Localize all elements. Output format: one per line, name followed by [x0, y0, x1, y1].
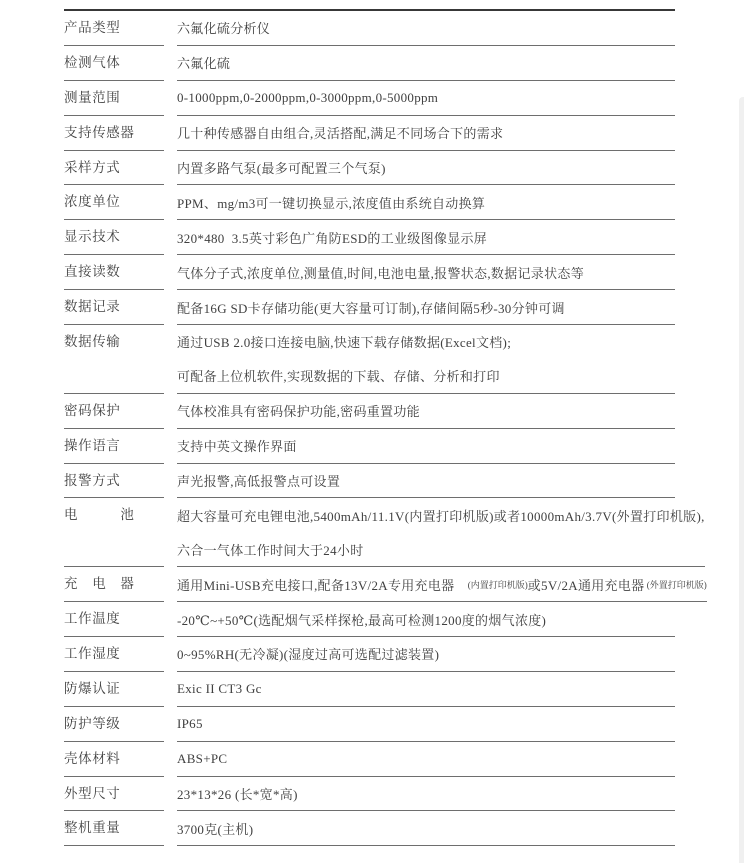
spec-label: 采样方式 — [64, 159, 121, 175]
spec-value-cell — [177, 325, 675, 394]
spec-value-cell — [177, 637, 675, 672]
spec-value-line — [177, 811, 675, 845]
spec-value-line — [177, 602, 675, 636]
spec-row — [64, 185, 675, 220]
spec-row — [64, 255, 675, 290]
spec-label-cell — [64, 185, 164, 220]
spec-label: 数据传输 — [64, 334, 121, 350]
spec-text-segment: 支持中英文操作界面 — [177, 439, 297, 455]
spec-label-cell — [64, 637, 164, 672]
spec-text-segment: IP65 — [177, 715, 203, 731]
spec-label-cell — [64, 707, 164, 742]
spec-value-line — [177, 81, 675, 115]
spec-value-cell — [177, 116, 675, 151]
spec-text-segment: 气体校准具有密码保护功能,密码重置功能 — [177, 404, 420, 420]
spec-row — [64, 11, 675, 46]
spec-label-cell — [64, 429, 164, 464]
spec-label-cell — [64, 151, 164, 186]
spec-value-line — [177, 464, 675, 498]
spec-label-cell — [64, 46, 164, 81]
spec-text-segment: 3700克(主机) — [177, 821, 254, 837]
spec-value-cell — [177, 811, 675, 846]
spec-text-segment: 几十种传感器自由组合,灵活搭配,满足不同场合下的需求 — [177, 126, 504, 142]
spec-text-segment: (内置打印机版) — [467, 579, 528, 590]
spec-text-segment: 六合一气体工作时间大于24小时 — [177, 542, 364, 558]
spec-label: 防护等级 — [64, 715, 121, 731]
spec-value-line — [177, 220, 675, 254]
spec-row — [64, 429, 675, 464]
spec-text-segment: 23*13*26 (长*宽*高) — [177, 787, 298, 803]
spec-value-cell — [177, 777, 675, 812]
spec-text-segment: 或5V/2A通用充电器 — [527, 577, 645, 593]
spec-text-segment: 超大容量可充电锂电池,5400mAh/11.1V(内置打印机版)或者10000mAh/3.7V(外置打印机版), — [177, 508, 705, 524]
spec-value-cell — [177, 707, 675, 742]
spec-value-line — [177, 532, 705, 566]
spec-row — [64, 290, 675, 325]
spec-text-segment: 六氟化硫 — [177, 56, 231, 72]
spec-label-cell — [64, 672, 164, 707]
spec-text-segment: 0-1000ppm,0-2000ppm,0-3000ppm,0-5000ppm — [177, 89, 439, 105]
spec-label-cell — [64, 811, 164, 846]
spec-text-segment: ABS+PC — [177, 750, 228, 766]
spec-label-cell — [64, 394, 164, 429]
spec-value-cell — [177, 394, 675, 429]
spec-value-line — [177, 185, 675, 219]
spec-text-segment: 通过USB 2.0接口连接电脑,快速下载存储数据(Excel文档); — [177, 335, 512, 351]
spec-label-cell — [64, 602, 164, 637]
spec-value-cell — [177, 151, 675, 186]
spec-value-cell — [177, 220, 675, 255]
spec-label: 防爆认证 — [64, 680, 121, 696]
spec-label-cell — [64, 567, 164, 602]
spec-value-line — [177, 151, 675, 185]
spec-label: 显示技术 — [64, 229, 121, 245]
spec-row — [64, 394, 675, 429]
spec-label-cell — [64, 742, 164, 777]
spec-label: 外型尺寸 — [64, 785, 121, 801]
spec-label: 支持传感器 — [64, 124, 135, 140]
spec-row — [64, 742, 675, 777]
spec-label-cell — [64, 777, 164, 812]
spec-row — [64, 672, 675, 707]
spec-label: 工作温度 — [64, 611, 121, 627]
spec-label-cell — [64, 116, 164, 151]
spec-value-cell — [177, 602, 675, 637]
spec-sheet — [64, 9, 707, 846]
scrollbar-track[interactable] — [739, 97, 744, 863]
spec-text-segment: (外置打印机版) — [644, 579, 707, 590]
spec-value-line — [177, 255, 675, 289]
spec-value-line — [177, 116, 675, 150]
spec-text-segment: 六氟化硫分析仪 — [177, 21, 271, 37]
spec-label: 壳体材料 — [64, 750, 121, 766]
spec-row — [64, 220, 675, 255]
spec-label: 操作语言 — [64, 437, 121, 453]
spec-row — [64, 81, 675, 116]
spec-label: 直接读数 — [64, 264, 121, 280]
spec-value-line — [177, 290, 675, 324]
spec-label: 工作湿度 — [64, 646, 121, 662]
spec-label: 浓度单位 — [64, 194, 121, 210]
spec-label-cell — [64, 11, 164, 46]
spec-table — [64, 9, 707, 846]
spec-row — [64, 325, 675, 394]
spec-row — [64, 567, 707, 602]
spec-label: 电 池 — [64, 507, 135, 523]
spec-label: 测量范围 — [64, 89, 121, 105]
spec-label-cell — [64, 464, 164, 499]
spec-text-segment: 配备16G SD卡存储功能(更大容量可订制),存储间隔5秒-30分钟可调 — [177, 300, 565, 316]
spec-label: 整机重量 — [64, 820, 121, 836]
spec-text-segment: 气体分子式,浓度单位,测量值,时间,电池电量,报警状态,数据记录状态等 — [177, 265, 584, 281]
spec-label-cell — [64, 255, 164, 290]
spec-row — [64, 464, 675, 499]
spec-row — [64, 46, 675, 81]
spec-value-cell — [177, 46, 675, 81]
spec-label-cell — [64, 81, 164, 116]
spec-value-line — [177, 707, 675, 741]
spec-text-segment: -20℃~+50℃(选配烟气采样探枪,最高可检测1200度的烟气浓度) — [177, 612, 547, 628]
spec-value-cell — [177, 185, 675, 220]
spec-text-segment: 320*480 3.5英寸彩色广角防ESD的工业级图像显示屏 — [177, 230, 488, 246]
spec-value-line — [177, 637, 675, 671]
spec-value-line — [177, 359, 675, 393]
spec-row — [64, 707, 675, 742]
spec-label: 报警方式 — [64, 472, 121, 488]
spec-row — [64, 602, 675, 637]
spec-row — [64, 637, 675, 672]
spec-row — [64, 116, 675, 151]
spec-value-line — [177, 672, 675, 706]
spec-text-segment: PPM、mg/m3可一键切换显示,浓度值由系统自动换算 — [177, 195, 486, 211]
spec-text-segment: 内置多路气泵(最多可配置三个气泵) — [177, 161, 386, 176]
spec-value-line — [177, 46, 675, 80]
spec-text-segment: Exic II CT3 Gc — [177, 680, 262, 696]
spec-label: 充 电 器 — [64, 576, 135, 592]
spec-label-cell — [64, 498, 164, 567]
spec-value-line — [177, 429, 675, 463]
spec-value-line — [177, 742, 675, 776]
spec-label: 数据记录 — [64, 299, 121, 315]
spec-label-cell — [64, 290, 164, 325]
spec-row — [64, 151, 675, 186]
spec-value-cell — [177, 464, 675, 499]
spec-value-cell — [177, 81, 675, 116]
spec-text-segment: 通用Mini-USB充电接口,配备13V/2A专用充电器 — [177, 577, 468, 593]
spec-label: 产品类型 — [64, 20, 121, 35]
spec-value-line — [177, 11, 675, 45]
spec-row — [64, 811, 675, 846]
spec-value-cell — [177, 429, 675, 464]
spec-label-cell — [64, 220, 164, 255]
spec-value-cell — [177, 498, 705, 567]
spec-value-line — [177, 777, 675, 811]
spec-row — [64, 777, 675, 812]
spec-value-cell — [177, 742, 675, 777]
spec-text-segment: 0~95%RH(无冷凝)(湿度过高可选配过滤装置) — [177, 647, 440, 663]
spec-row — [64, 498, 705, 567]
spec-label: 检测气体 — [64, 54, 121, 70]
spec-label: 密码保护 — [64, 402, 121, 418]
spec-value-cell — [177, 11, 675, 46]
spec-label-cell — [64, 325, 164, 394]
spec-value-line — [177, 325, 675, 359]
spec-value-cell — [177, 255, 675, 290]
spec-value-cell — [177, 672, 675, 707]
spec-value-line — [177, 567, 707, 601]
spec-value-line — [177, 394, 675, 428]
spec-value-line — [177, 498, 705, 532]
spec-text-segment: 可配备上位机软件,实现数据的下载、存储、分析和打印 — [177, 369, 500, 385]
spec-text-segment: 声光报警,高低报警点可设置 — [177, 474, 341, 490]
spec-value-cell — [177, 290, 675, 325]
spec-value-cell — [177, 567, 707, 602]
